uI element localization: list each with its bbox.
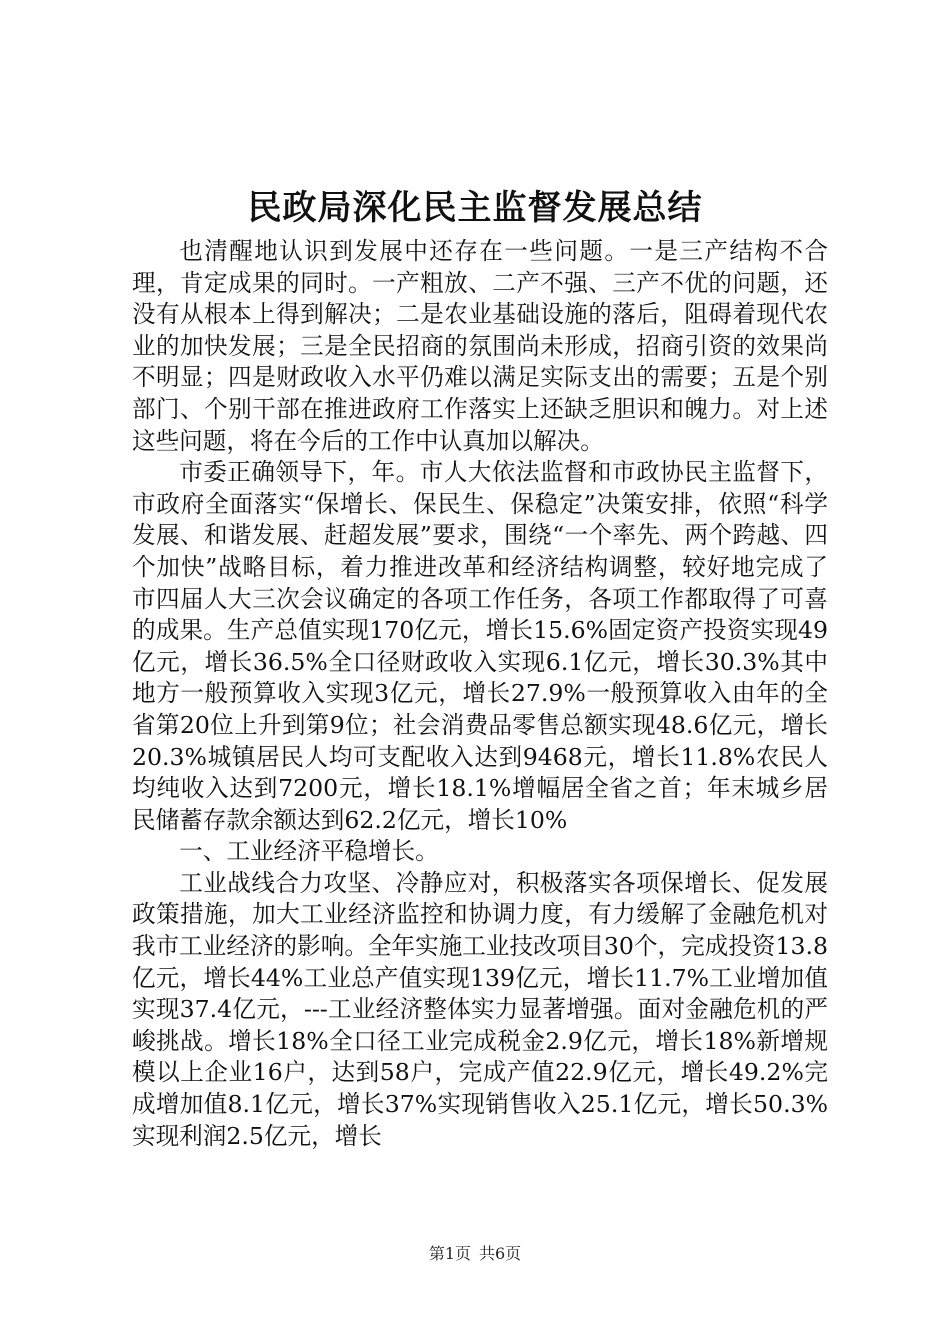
page-total: 共6页 [479,1244,522,1263]
page-footer [0,1244,950,1264]
document-title: 民政局深化民主监督发展总结 [247,188,703,228]
document-body [132,236,828,1152]
section-heading-industry: 一、工业经济平稳增长。 [179,837,439,866]
paragraph-industry: 工业战线合力攻坚、冷静应对，积极落实各项保增长、促发展政策措施，加大工业经济监控和协调力度，有力缓解了金融危机对我市工业经济的影响。全年实施工业技改项目30个，完成投资13.8亿元，增长44%工业总产值实现139亿元，增长11.7%工业增加值实现37.4亿元，---工业经济整体实力显著增强。面对金融危机的严峻挑战。增长18%全口径工业完成税金2.9亿元，增长18%新增规模以上企业16户，达到58户，完成产值22.9亿元，增长49.2%完成增加值8.1亿元，增长37%实现销售收入25.1亿元，增长50.3%实现利润2.5亿元，增长 [132,868,828,1150]
paragraph-problems: 也清醒地认识到发展中还存在一些问题。一是三产结构不合理，肯定成果的同时。一产粗放、二产不强、三产不优的问题，还没有从根本上得到解决；二是农业基础设施的落后，阻碍着现代农业的加快发展；三是全民招商的氛围尚未形成，招商引资的效果尚不明显；四是财政收入水平仍难以满足实际支出的需要；五是个别部门、个别干部在推进政府工作落实上还缺乏胆识和魄力。对上述这些问题，将在今后的工作中认真加以解决。 [132,237,828,455]
page-number: 第1页 [428,1244,471,1263]
paragraph-achievements: 市委正确领导下，年。市人大依法监督和市政协民主监督下，市政府全面落实“保增长、保民生、保稳定”决策安排，依照“科学发展、和谐发展、赶超发展”要求，围绕“一个率先、两个跨越、四个加快”战略目标，着力推进改革和经济结构调整，较好地完成了市四届人大三次会议确定的各项工作任务，各项工作都取得了可喜的成果。生产总值实现170亿元，增长15.6%固定资产投资实现49亿元，增长36.5%全口径财政收入实现6.1亿元，增长30.3%其中地方一般预算收入实现3亿元，增长27.9%一般预算收入由年的全省第20位上升到第9位；社会消费品零售总额实现48.6亿元，增长20.3%城镇居民人均可支配收入达到9468元，增长11.8%农民人均纯收入达到7200元，增长18.1%增幅居全省之首；年末城乡居民储蓄存款余额达到62.2亿元，增长10% [132,458,828,834]
